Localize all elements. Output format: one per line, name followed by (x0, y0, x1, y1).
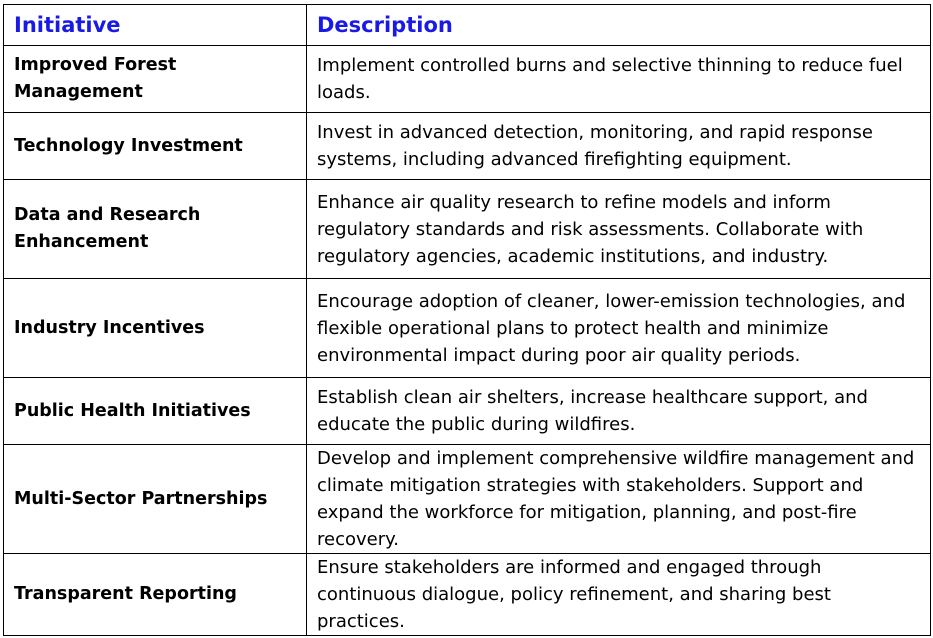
table-row (4, 445, 931, 554)
table-row (4, 46, 931, 113)
table-row (4, 378, 931, 445)
description-cell: Invest in advanced detection, monitoring, and rapid response systems, including advanced firefighting equipment. (307, 113, 931, 180)
initiatives-table (3, 4, 931, 636)
description-cell: Encourage adoption of cleaner, lower-emission technologies, and flexible operational plans to protect health and minimize environmental impact during poor air quality periods. (307, 279, 931, 378)
initiative-cell: Industry Incentives (4, 279, 307, 378)
table-row (4, 279, 931, 378)
header-description: Description (307, 5, 931, 46)
description-cell: Implement controlled burns and selective thinning to reduce fuel loads. (307, 46, 931, 113)
description-cell: Establish clean air shelters, increase healthcare support, and educate the public during wildfires. (307, 378, 931, 445)
table-row (4, 554, 931, 636)
table-row (4, 180, 931, 279)
table-header-row (4, 5, 931, 46)
initiative-cell: Improved Forest Management (4, 46, 307, 113)
initiative-cell: Transparent Reporting (4, 554, 307, 636)
header-initiative: Initiative (4, 5, 307, 46)
description-cell: Ensure stakeholders are informed and engaged through continuous dialogue, policy refinement, and sharing best practices. (307, 554, 931, 636)
initiative-cell: Technology Investment (4, 113, 307, 180)
table-row (4, 113, 931, 180)
initiative-cell: Public Health Initiatives (4, 378, 307, 445)
description-cell: Enhance air quality research to refine models and inform regulatory standards and risk assessments. Collaborate with regulatory agencies, academic institutions, and industry. (307, 180, 931, 279)
initiative-cell: Multi-Sector Partnerships (4, 445, 307, 554)
description-cell: Develop and implement comprehensive wildfire management and climate mitigation strategies with stakeholders. Support and expand the workforce for mitigation, planning, and post-fire recovery. (307, 445, 931, 554)
initiative-cell: Data and Research Enhancement (4, 180, 307, 279)
